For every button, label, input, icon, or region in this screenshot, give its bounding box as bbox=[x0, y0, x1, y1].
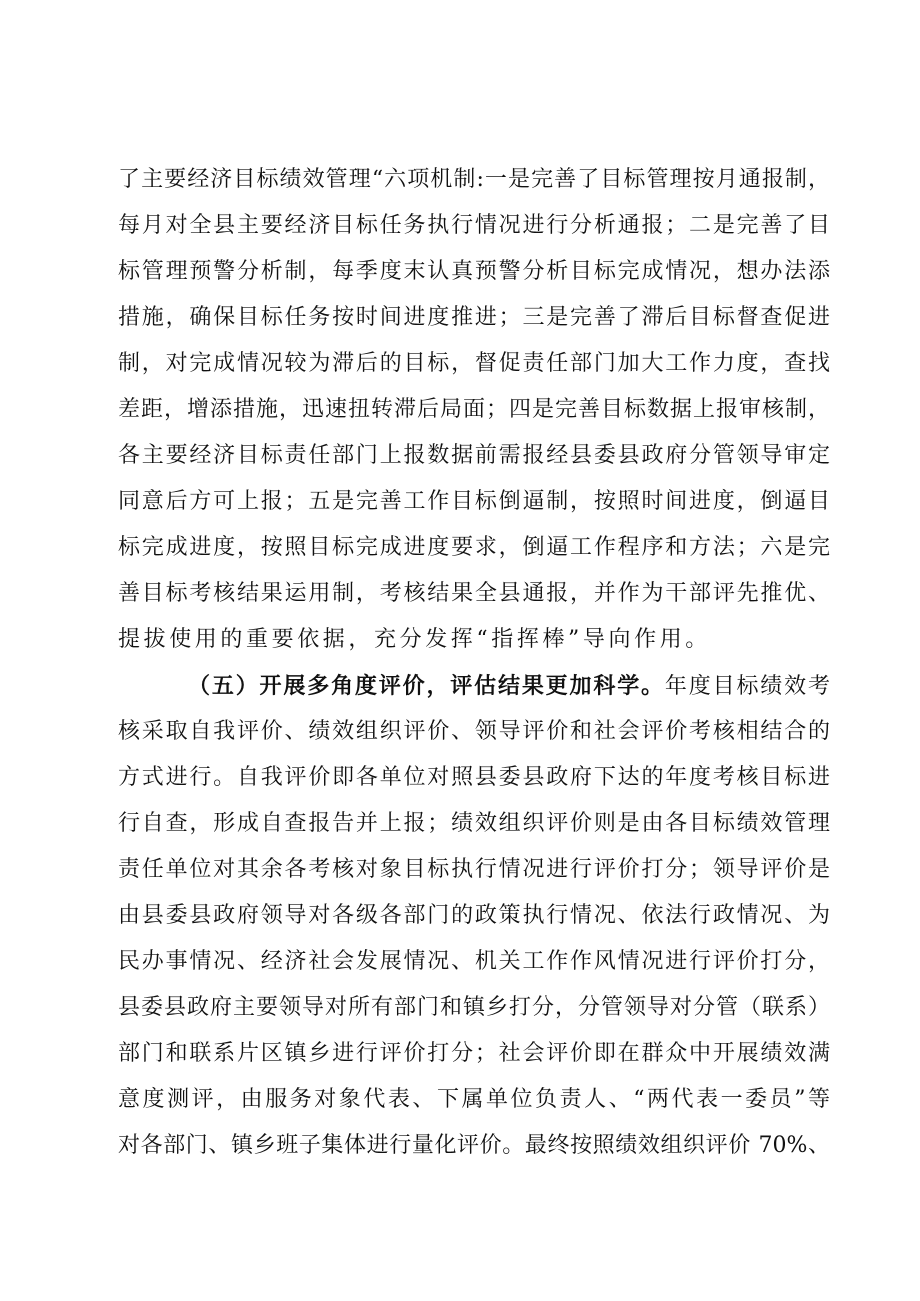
text-line: 民办事情况、经济社会发展情况、机关工作作风情况进行评价打分， bbox=[118, 949, 830, 974]
text-line: 了主要经济目标绩效管理“六项机制:一是完善了目标管理按月通报制， bbox=[118, 167, 830, 192]
text-line: 县委县政府主要领导对所有部门和镇乡打分，分管领导对分管（联系） bbox=[118, 995, 830, 1020]
text-line: 对各部门、镇乡班子集体进行量化评价。最终按照绩效组织评价 70%、 bbox=[118, 1133, 830, 1158]
text-line: 提拔使用的重要依据，充分发挥“指挥棒”导向作用。 bbox=[118, 627, 711, 652]
text-line: 每月对全县主要经济目标任务执行情况进行分析通报；二是完善了目 bbox=[118, 213, 830, 238]
text-line: 方式进行。自我评价即各单位对照县委县政府下达的年度考核目标进 bbox=[118, 765, 830, 790]
text-line bbox=[188, 667, 830, 705]
section-heading: （五）开展多角度评价，评估结果更加科学。 bbox=[188, 673, 665, 699]
text-line: 各主要经济目标责任部门上报数据前需报经县委县政府分管领导审定 bbox=[118, 443, 830, 468]
text-line: 核采取自我评价、绩效组织评价、领导评价和社会评价考核相结合的 bbox=[118, 719, 830, 744]
text-line: 意度测评，由服务对象代表、下属单位负责人、“两代表一委员”等 bbox=[118, 1087, 830, 1112]
text-line: 善目标考核结果运用制，考核结果全县通报，并作为干部评先推优、 bbox=[118, 581, 830, 606]
text-line: 部门和联系片区镇乡进行评价打分；社会评价即在群众中开展绩效满 bbox=[118, 1041, 830, 1066]
text-line: 标管理预警分析制，每季度末认真预警分析目标完成情况，想办法添 bbox=[118, 259, 830, 284]
text-line: 制，对完成情况较为滞后的目标，督促责任部门加大工作力度，查找 bbox=[118, 351, 830, 376]
text-line: 标完成进度，按照目标完成进度要求，倒逼工作程序和方法；六是完 bbox=[118, 535, 830, 560]
text-line: 由县委县政府领导对各级各部门的政策执行情况、依法行政情况、为 bbox=[118, 903, 830, 928]
text-line: 措施，确保目标任务按时间进度推进；三是完善了滞后目标督查促进 bbox=[118, 305, 830, 330]
heading-continuation: 年度目标绩效考 bbox=[664, 674, 830, 699]
text-line: 差距，增添措施，迅速扭转滞后局面；四是完善目标数据上报审核制， bbox=[118, 397, 830, 422]
text-line: 同意后方可上报；五是完善工作目标倒逼制，按照时间进度，倒逼目 bbox=[118, 489, 830, 514]
text-line: 责任单位对其余各考核对象目标执行情况进行评价打分；领导评价是 bbox=[118, 857, 830, 882]
text-line: 行自查，形成自查报告并上报；绩效组织评价则是由各目标绩效管理 bbox=[118, 811, 830, 836]
